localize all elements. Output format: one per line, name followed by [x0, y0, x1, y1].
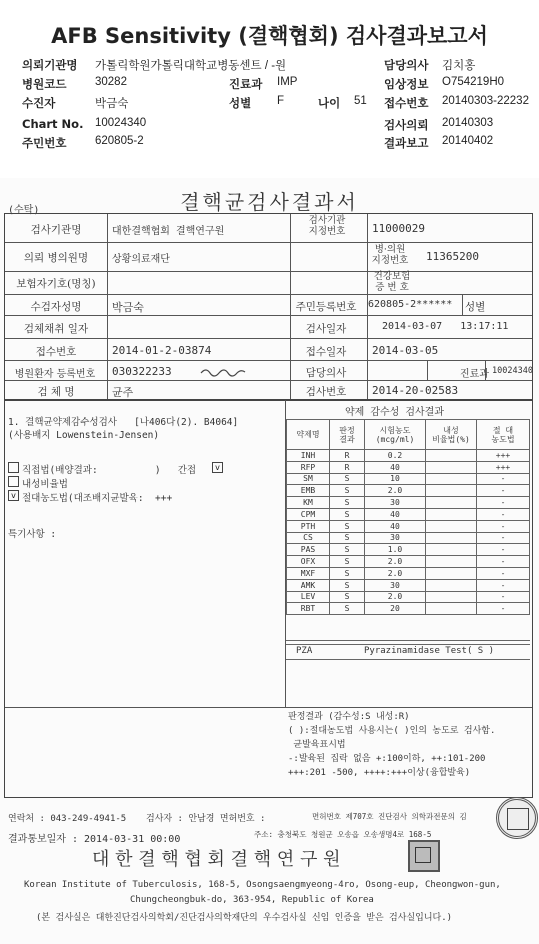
report-title: AFB Sensitivity (결핵협회) 검사결과보고서 — [51, 24, 488, 48]
drug-result: S — [330, 485, 365, 497]
drug-row — [287, 591, 530, 603]
drug-row — [287, 450, 530, 462]
drug-name: EMB — [287, 485, 330, 497]
clinical-label: 임상정보 — [384, 77, 429, 91]
health-label: 건강보험 증 번 호 — [373, 271, 411, 293]
drug-name: AMK — [287, 579, 330, 591]
license-text: 면허번호 제707호 진단검사 의학과전문의 김 — [312, 812, 467, 821]
reported-value: 20140402 — [442, 135, 494, 147]
hosp-code-label: 병원코드 — [22, 77, 67, 91]
inst-code-value: 11000029 — [372, 222, 425, 235]
legend-line: -:발육된 집락 없음 +:100이하, ++:101-200 — [288, 754, 486, 764]
drug-concentration: 1.0 — [365, 544, 426, 556]
drug-result: S — [330, 520, 365, 532]
drug-name: RFP — [287, 461, 330, 473]
examiner-text: 검사자 : 안남경 면허번호 : — [146, 814, 266, 824]
drug-absolute: - — [477, 544, 530, 556]
received-label: 접수번호 — [384, 96, 429, 110]
patient-label: 수진자 — [22, 96, 56, 110]
drug-name: MXF — [287, 567, 330, 579]
pza-label: PZA — [296, 646, 313, 656]
legend-line: +++:201 -500, ++++:+++이상(융합발육) — [288, 768, 471, 778]
drug-absolute: - — [477, 603, 530, 615]
indirect-checkbox: v — [212, 462, 223, 473]
ssn-value: 620805-2 — [95, 135, 144, 147]
received-value: 20140303-22232 — [442, 95, 529, 107]
pza-row — [286, 644, 530, 660]
age-value: 51 — [354, 95, 367, 107]
name-value: 박금숙 — [112, 301, 144, 314]
drug-result: S — [330, 497, 365, 509]
drug-result: S — [330, 556, 365, 568]
drug-absolute: - — [477, 520, 530, 532]
patient-value: 박금숙 — [95, 98, 129, 110]
drug-absolute: - — [477, 591, 530, 603]
reg-no-value: 030322233 — [112, 365, 172, 378]
col-header-concentration: 시험농도 (mcg/ml) — [365, 420, 426, 450]
drug-concentration: 30 — [365, 579, 426, 591]
legend-line: 판정결과 (감수성:S 내성:R) — [288, 712, 410, 722]
rrn-label: 주민등록번호 — [295, 301, 357, 313]
report-date-text: 결과통보일자 : 2014-03-31 00:00 — [8, 834, 181, 845]
proportion-method-label: 내성비율법 — [22, 479, 68, 490]
drug-concentration: 2.0 — [365, 485, 426, 497]
drug-result: R — [330, 450, 365, 462]
sex-field-label: 성별 — [465, 301, 486, 313]
req-hosp-label: 의뢰 병의원명 — [23, 252, 89, 264]
req-org-label: 의뢰기관명 — [22, 58, 78, 72]
specimen-label: 검 체 명 — [37, 386, 75, 398]
institute-address-en: Korean Institute of Tuberculosis, 168-5, Osongsaengmyeong-4ro, Osong-eup, Cheongwon-gun, — [24, 880, 501, 890]
drug-row — [287, 461, 530, 473]
collect-label: 검체채취 일자 — [23, 323, 89, 335]
drug-result: R — [330, 461, 365, 473]
drug-absolute: - — [477, 579, 530, 591]
drug-concentration: 0.2 — [365, 450, 426, 462]
specimen-value: 균주 — [112, 386, 134, 399]
chart-label: Chart No. — [22, 117, 84, 131]
name-label: 수검자성명 — [30, 301, 82, 313]
drug-concentration: 2.0 — [365, 556, 426, 568]
col-header-absolute: 절 대 농도법 — [477, 420, 530, 450]
drug-absolute: - — [477, 485, 530, 497]
drug-result: S — [330, 544, 365, 556]
institute-address-en-2: Chungcheongbuk-do, 363-954, Republic of Korea — [130, 895, 374, 905]
address-text: 주소: 충청북도 청원군 오송읍 오송생명4로 168-5 — [254, 830, 432, 839]
dept-field-value: 10024340 — [492, 366, 533, 376]
age-label: 나이 — [318, 96, 341, 110]
clinical-value: O754219H0 — [442, 76, 505, 88]
chart-value: 10024340 — [95, 117, 147, 129]
drug-row — [287, 556, 530, 568]
drug-proportion — [426, 544, 477, 556]
drug-absolute: +++ — [477, 461, 530, 473]
drug-row — [287, 603, 530, 615]
drug-name: PTH — [287, 520, 330, 532]
drug-name: CS — [287, 532, 330, 544]
drug-result: S — [330, 579, 365, 591]
drug-proportion — [426, 520, 477, 532]
reg-no-label: 병원환자 등록번호 — [14, 369, 96, 380]
drug-row — [287, 485, 530, 497]
drug-absolute: - — [477, 556, 530, 568]
drug-row — [287, 520, 530, 532]
drug-name: INH — [287, 450, 330, 462]
test-no-value: 2014-20-02583 — [372, 384, 459, 397]
req-org-value: 가톨릭학원가톨릭대학교병동센트 / -원 — [95, 60, 287, 72]
proportion-method-checkbox — [8, 476, 19, 487]
drug-proportion — [426, 450, 477, 462]
drug-proportion — [426, 603, 477, 615]
doctor-value: 김치홍 — [442, 60, 476, 72]
absolute-method-label: 절대농도법(대조배지균발육: +++ — [22, 493, 173, 504]
drug-row — [287, 473, 530, 485]
drug-row — [287, 544, 530, 556]
accept-date-value: 2014-03-05 — [372, 344, 439, 357]
sens-table-title: 약제 감수성 검사결과 — [345, 407, 444, 418]
drug-name: CPM — [287, 508, 330, 520]
sex-value: F — [277, 95, 285, 107]
institute-seal — [408, 840, 440, 872]
drug-result: S — [330, 473, 365, 485]
requested-label: 검사의뢰 — [384, 118, 429, 132]
legend-line: 균발육표시법 — [288, 740, 346, 750]
rrn-value: 620805-2****** — [368, 299, 453, 310]
drug-absolute: - — [477, 497, 530, 509]
drug-proportion — [426, 473, 477, 485]
drug-name: OFX — [287, 556, 330, 568]
drug-concentration: 10 — [365, 473, 426, 485]
direct-method-checkbox — [8, 462, 19, 473]
drug-name: KM — [287, 497, 330, 509]
doctor-field-label: 담당의사 — [305, 367, 347, 379]
drug-proportion — [426, 497, 477, 509]
drug-concentration: 20 — [365, 603, 426, 615]
sex-label: 성별 — [229, 96, 252, 110]
drug-concentration: 40 — [365, 461, 426, 473]
drug-concentration: 2.0 — [365, 591, 426, 603]
clinic-code-label: 병·의원 지정번호 — [371, 244, 409, 266]
drug-name: SM — [287, 473, 330, 485]
drug-result: S — [330, 603, 365, 615]
test-desc-line1: 1. 결핵균약제감수성검사 [나406다(2). B4064] — [8, 417, 239, 428]
drug-proportion — [426, 532, 477, 544]
drug-proportion — [426, 591, 477, 603]
absolute-method-checkbox: v — [8, 490, 19, 501]
inst-code-label: 검사기관 지정번호 — [308, 215, 346, 237]
drug-result: S — [330, 567, 365, 579]
pza-value: Pyrazinamidase Test( S ) — [364, 646, 495, 656]
clinic-code-value: 11365200 — [426, 250, 479, 263]
test-date-value: 2014-03-07 13:17:11 — [382, 321, 509, 332]
certification-text: (본 검사실은 대한진단검사의학회/진단검사의학재단의 우수검사실 신임 인증을 받은 검사실입니다.) — [36, 913, 453, 923]
accept-date-label: 접수일자 — [305, 346, 347, 358]
drug-concentration: 30 — [365, 532, 426, 544]
drug-result: S — [330, 532, 365, 544]
drug-concentration: 30 — [365, 497, 426, 509]
reported-label: 결과보고 — [384, 136, 429, 150]
col-header-drug: 약제명 — [287, 420, 330, 450]
drug-proportion — [426, 508, 477, 520]
legend-line: ( ):절대농도법 사용시는( )인의 농도로 검사함. — [288, 726, 496, 736]
dept-label: 진료과 — [229, 77, 263, 91]
col-header-result: 판정 결과 — [330, 420, 365, 450]
drug-concentration: 2.0 — [365, 567, 426, 579]
drug-concentration: 40 — [365, 508, 426, 520]
report-tag: (수탁) — [8, 205, 40, 216]
drug-proportion — [426, 461, 477, 473]
drug-proportion — [426, 567, 477, 579]
inst-label: 검사기관명 — [30, 224, 82, 236]
sensitivity-table — [286, 419, 530, 615]
accept-no-label: 접수번호 — [35, 346, 77, 358]
drug-concentration: 40 — [365, 520, 426, 532]
legend-block — [288, 710, 528, 780]
drug-absolute: +++ — [477, 450, 530, 462]
ssn-label: 주민번호 — [22, 136, 67, 150]
drug-row — [287, 532, 530, 544]
drug-absolute: - — [477, 532, 530, 544]
phone-text: 연락처 : 043-249-4941-5 — [8, 814, 127, 824]
drug-row — [287, 567, 530, 579]
test-desc-line2: (사용배지 Lowenstein-Jensen) — [8, 430, 160, 441]
drug-proportion — [426, 485, 477, 497]
drug-result: S — [330, 591, 365, 603]
dept-value: IMP — [277, 76, 298, 88]
requested-value: 20140303 — [442, 117, 494, 129]
drug-name: RBT — [287, 603, 330, 615]
special-notes-label: 특기사항 : — [8, 529, 57, 540]
drug-proportion — [426, 579, 477, 591]
insurer-label: 보험자기호(명칭) — [16, 278, 96, 290]
req-hosp-value: 상황의료재단 — [112, 254, 170, 265]
accept-no-value: 2014-01-2-03874 — [112, 344, 212, 357]
col-header-proportion: 내성 비율법(%) — [426, 420, 477, 450]
institute-name-kr: 대 한 결 핵 협 회 결 핵 연 구 원 — [92, 849, 341, 870]
drug-absolute: - — [477, 567, 530, 579]
direct-method-label: 직접법(배양결과: ) 간접 — [22, 465, 197, 476]
drug-row — [287, 579, 530, 591]
drug-absolute: - — [477, 473, 530, 485]
drug-proportion — [426, 556, 477, 568]
drug-name: LEV — [287, 591, 330, 603]
seal-stamp — [496, 797, 538, 839]
dept-field-label: 진료과 — [460, 369, 489, 380]
drug-result: S — [330, 508, 365, 520]
doctor-label: 담당의사 — [384, 58, 429, 72]
test-no-label: 검사번호 — [305, 386, 347, 398]
drug-row — [287, 508, 530, 520]
drug-absolute: - — [477, 508, 530, 520]
drug-row — [287, 497, 530, 509]
inst-value: 대한결핵협회 결핵연구원 — [112, 226, 225, 237]
test-date-label: 검사일자 — [305, 323, 347, 335]
drug-name: PAS — [287, 544, 330, 556]
signature-scribble — [198, 363, 248, 379]
scanned-report-title: 결핵균검사결과서 — [180, 190, 359, 214]
hosp-code-value: 30282 — [95, 76, 127, 88]
